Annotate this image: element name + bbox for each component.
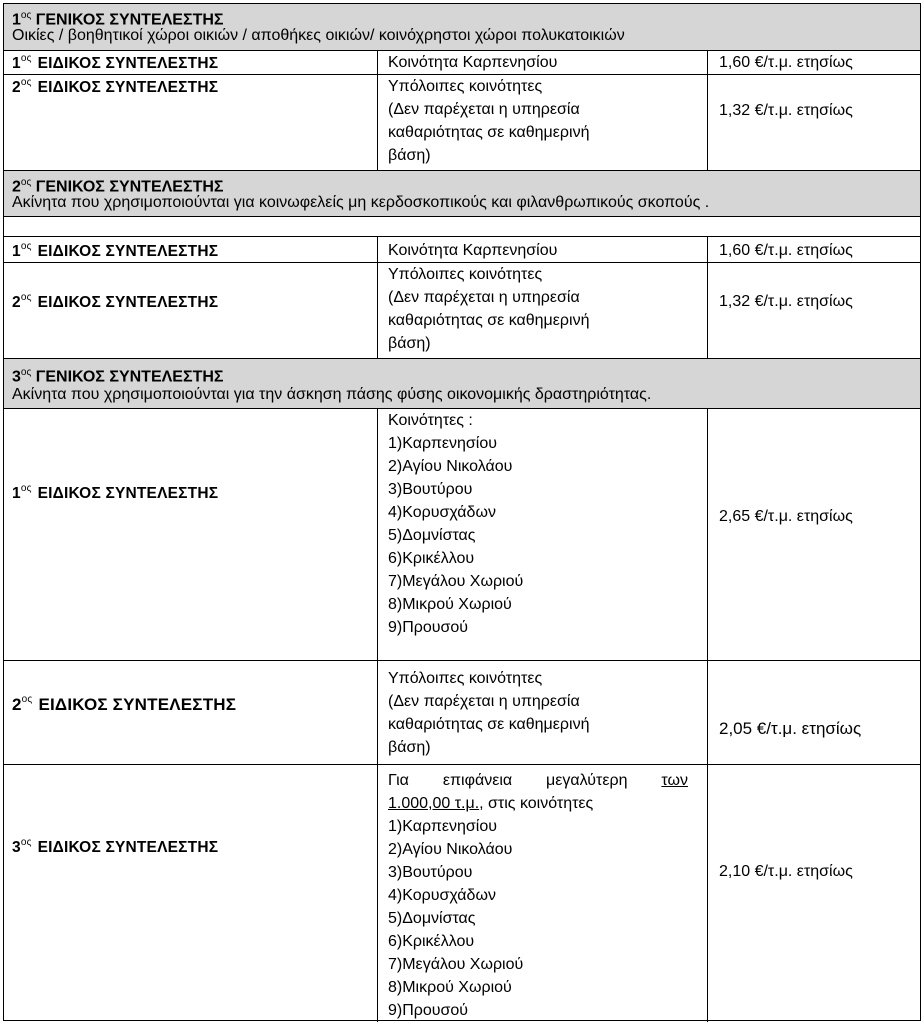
table-row [4,74,920,170]
general-factor-2-title: $2^{o\varsigma}$ ΓΕΝΙΚΟΣ ΣΥΝΤΕΛΕΣΤΗΣ [12,177,224,196]
area-condition-text: Για επιφάνεια μεγαλύτερη των [388,772,688,789]
rate-value: 2,65 €/τ.μ. ετησίως [719,508,853,525]
location-text: Υπόλοιπες κοινότητες [388,78,543,95]
table-row [4,236,920,262]
location-text: 6)Κρικέλλου [388,550,475,567]
location-text: 5)Δομνίστας [388,910,476,927]
general-factor-2-header [4,170,920,216]
special-factor-label: $1^{o\varsigma}$ ΕΙΔΙΚΟΣ ΣΥΝΤΕΛΕΣΤΗΣ [12,53,219,73]
special-factor-label: $2^{o\varsigma}$ ΕΙΔΙΚΟΣ ΣΥΝΤΕΛΕΣΤΗΣ [12,292,219,312]
location-text: καθαριότητας σε καθημερινή [388,716,590,733]
location-text: 7)Μεγάλου Χωριού [388,956,524,973]
location-text: 2)Αγίου Νικολάου [388,841,513,858]
location-text: 5)Δομνίστας [388,527,476,544]
location-text: 4)Κορυσχάδων [388,504,496,521]
location-text: 9)Προυσού [388,619,469,636]
general-factor-1-header [4,4,920,50]
table-row [4,50,920,74]
location-text: βάση) [388,335,431,352]
rates-table [3,3,921,1021]
spacer-row [4,216,920,236]
location-text: 7)Μεγάλου Χωριού [388,573,524,590]
rate-value: 1,60 €/τ.μ. ετησίως [719,54,853,71]
location-text: Κοινότητα Καρπενησίου [388,54,558,71]
location-text: καθαριότητας σε καθημερινή [388,312,590,329]
special-factor-label: $3^{o\varsigma}$ ΕΙΔΙΚΟΣ ΣΥΝΤΕΛΕΣΤΗΣ [12,837,219,857]
location-text: (Δεν παρέχεται η υπηρεσία [388,289,580,306]
general-factor-2-description: Ακίνητα που χρησιμοποιούνται για κοινωφελείς μη κερδοσκοπικούς και φιλανθρωπικούς σκοπούς . [12,194,710,211]
location-text: βάση) [388,739,431,756]
special-factor-label: $1^{o\varsigma}$ ΕΙΔΙΚΟΣ ΣΥΝΤΕΛΕΣΤΗΣ [12,241,219,261]
location-text: 8)Μικρού Χωριού [388,596,512,613]
general-factor-1-description: Οικίες / βοηθητικοί χώροι οικιών / αποθήκες οικιών/ κοινόχρηστοι χώροι πολυκατοικιών [12,27,625,44]
general-factor-3-header [4,358,920,408]
location-text: 3)Βουτύρου [388,481,473,498]
general-factor-1-title: $1^{o\varsigma}$ ΓΕΝΙΚΟΣ ΣΥΝΤΕΛΕΣΤΗΣ [12,10,224,29]
table-row [4,660,920,764]
location-text: Υπόλοιπες κοινότητες [388,670,543,687]
location-text: 8)Μικρού Χωριού [388,979,512,996]
location-text: 4)Κορυσχάδων [388,887,496,904]
location-text: 3)Βουτύρου [388,864,473,881]
location-text: 9)Προυσού [388,1002,469,1019]
special-factor-label: $1^{o\varsigma}$ ΕΙΔΙΚΟΣ ΣΥΝΤΕΛΕΣΤΗΣ [12,483,219,503]
special-factor-label: $2^{o\varsigma}$ ΕΙΔΙΚΟΣ ΣΥΝΤΕΛΕΣΤΗΣ [12,77,219,97]
special-factor-label: $2^{o\varsigma}$ ΕΙΔΙΚΟΣ ΣΥΝΤΕΛΕΣΤΗΣ [12,694,237,714]
location-text: Υπόλοιπες κοινότητες [388,266,543,283]
rate-value: 1,60 €/τ.μ. ετησίως [719,242,853,259]
rate-value: 2,10 €/τ.μ. ετησίως [719,863,853,880]
location-text: (Δεν παρέχεται η υπηρεσία [388,101,580,118]
location-text: Κοινότητες : [388,412,473,429]
location-text: (Δεν παρέχεται η υπηρεσία [388,693,580,710]
location-text: 1)Καρπενησίου [388,818,497,835]
location-text: Κοινότητα Καρπενησίου [388,242,558,259]
location-text: βάση) [388,147,431,164]
area-condition-text: 1.000,00 τ.μ., στις κοινότητες [388,795,594,812]
rate-value: 2,05 €/τ.μ. ετησίως [719,719,862,738]
location-text: 1)Καρπενησίου [388,435,497,452]
location-text: 2)Αγίου Νικολάου [388,458,513,475]
general-factor-3-title: $3^{o\varsigma}$ ΓΕΝΙΚΟΣ ΣΥΝΤΕΛΕΣΤΗΣ [12,367,224,386]
general-factor-3-description: Ακίνητα που χρησιμοποιούνται για την άσκηση πάσης φύσης οικονομικής δραστηριότητας. [12,386,652,403]
location-text: καθαριότητας σε καθημερινή [388,124,590,141]
rate-value: 1,32 €/τ.μ. ετησίως [719,293,853,310]
table-row [4,408,920,660]
table-row [4,764,920,1022]
table-row [4,262,920,358]
rate-value: 1,32 €/τ.μ. ετησίως [719,102,853,119]
location-text: 6)Κρικέλλου [388,933,475,950]
